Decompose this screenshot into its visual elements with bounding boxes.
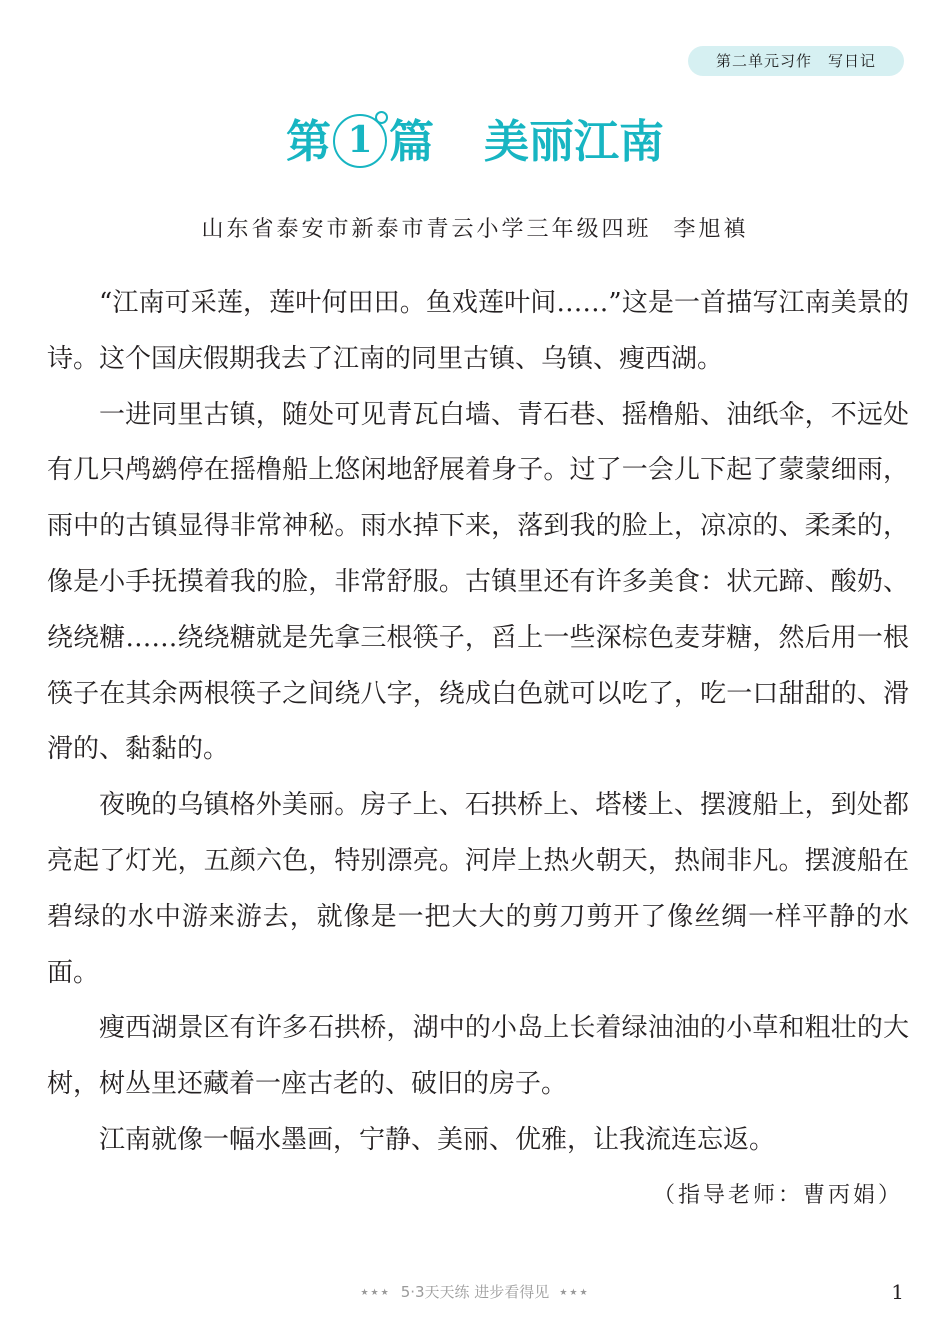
chapter-number-badge: [333, 114, 387, 168]
page-number: 1: [891, 1280, 904, 1304]
footer-brand-text: 5·3天天练 进步看得见: [400, 1283, 550, 1301]
paragraph: 瘦西湖景区有许多石拱桥，湖中的小岛上长着绿油油的小草和粗壮的大树，树丛里还藏着一座古老的、破旧的房子。: [47, 1013, 909, 1100]
chapter-number: 1: [347, 119, 373, 161]
paragraph: 一进同里古镇，随处可见青瓦白墙、青石巷、摇橹船、油纸伞，不远处有几只鸬鹚停在摇橹船上悠闲地舒展着身子。过了一会儿下起了蒙蒙细雨，雨中的古镇显得非常神秘。雨水掉下来，落到我的脸上，凉凉的、柔柔的，像是小手抚摸着我的脸，非常舒服。古镇里还有许多美食：状元蹄、酸奶、绕绕糖……绕绕糖就是先拿三根筷子，舀上一些深棕色麦芽糖，然后用一根筷子在其余两根筷子之间绕八字，绕成白色就可以吃了，吃一口甜甜的、滑滑的、黏黏的。: [47, 399, 909, 765]
essay-body: [47, 276, 909, 1169]
stars-left-icon: ★★★: [360, 1288, 391, 1298]
byline-school: 山东省泰安市新泰市青云小学三年级四班: [201, 217, 652, 242]
paragraph: “江南可采莲，莲叶何田田。鱼戏莲叶间……”这是一首描写江南美景的诗。这个国庆假期我去了江南的同里古镇、乌镇、瘦西湖。: [47, 288, 909, 374]
byline-author: 李旭禛: [673, 217, 749, 242]
title-prefix: 第: [285, 115, 331, 168]
paragraph: 江南就像一幅水墨画，宁静、美丽、优雅，让我流连忘返。: [99, 1124, 776, 1155]
title-text: 美丽江南: [484, 115, 665, 168]
paragraph: 夜晚的乌镇格外美丽。房子上、石拱桥上、塔楼上、摆渡船上，到处都亮起了灯光，五颜六色，特别漂亮。河岸上热火朝天，热闹非凡。摆渡船在碧绿的水中游来游去，就像是一把大大的剪刀剪开了像丝绸一样平静的水面。: [47, 790, 909, 988]
teacher-note: （指导老师：曹丙娟）: [652, 1183, 903, 1208]
badge-dot-icon: [375, 111, 388, 124]
page-title: [0, 108, 950, 176]
unit-tag: 第二单元习作 写日记: [688, 46, 904, 76]
byline: [0, 210, 950, 250]
stars-right-icon: ★★★: [559, 1288, 590, 1298]
title-suffix: 篇: [388, 115, 434, 168]
footer-brand: [0, 1280, 950, 1305]
